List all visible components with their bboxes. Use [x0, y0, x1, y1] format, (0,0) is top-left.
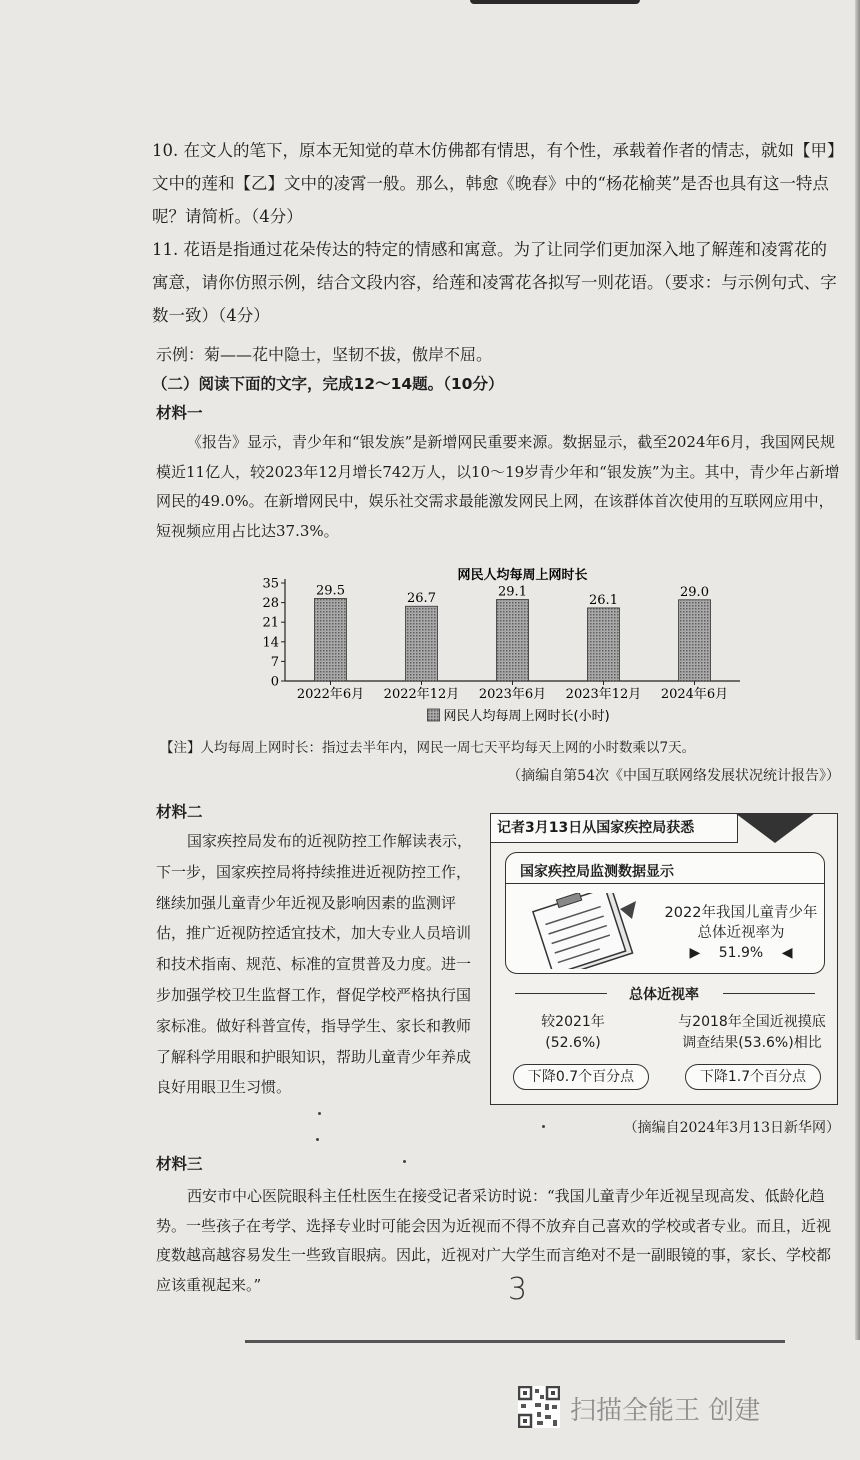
infographic-panel: [505, 852, 825, 974]
myopia-infographic: [490, 813, 838, 1105]
rate-subheading: 总体近视率: [629, 987, 699, 1003]
bar: [406, 606, 438, 681]
panel-divider: [506, 883, 824, 884]
x-tick-label: 2022年6月: [296, 687, 365, 702]
section-2-heading: （二）阅读下面的文字，完成12～14题。（10分）: [152, 375, 504, 393]
scan-speck: [316, 1138, 319, 1141]
material-1-title: 材料一: [156, 404, 203, 422]
y-tick-label: 21: [262, 615, 279, 631]
bar-value-label: 26.7: [407, 591, 436, 607]
compare-2021: 较2021年 (52.6%): [541, 1014, 605, 1051]
bar-value-label: 29.1: [498, 584, 527, 600]
material-1-text: 《报告》显示，青少年和“银发族”是新增网民重要来源。数据显示，截至2024年6月，我国网民规模近11亿人，较2023年12月增长742万人，以10～19岁青少年和“银发族”为主。其中，青少年占新增网民的49.0%。在新增网民中，娱乐社交需求最能激发网民上网，在该群体首次使用的互联网应用中，短视频应用占比达37.3%。: [156, 433, 840, 540]
x-tick-label: 2024年6月: [660, 687, 729, 702]
qr-code-icon: [518, 1386, 560, 1428]
bottom-rule: [245, 1340, 785, 1343]
bar-value-label: 29.5: [316, 583, 345, 599]
scan-speck: [403, 1160, 406, 1163]
decrease-pill-2: 下降1.7个百分点: [685, 1064, 821, 1090]
big-stat-text: 2022年我国儿童青少年 总体近视率为: [664, 905, 818, 941]
arrow-right-icon: ▶: [689, 945, 701, 961]
decrease-pill-1: 下降0.7个百分点: [513, 1064, 649, 1090]
bar: [588, 608, 620, 681]
bar-value-label: 26.1: [589, 592, 618, 608]
y-tick-label: 7: [270, 654, 279, 670]
bar: [497, 600, 529, 681]
y-tick-label: 14: [262, 635, 279, 651]
header-triangle: [735, 813, 815, 843]
x-tick-label: 2023年12月: [565, 687, 642, 702]
y-tick-label: 0: [270, 674, 279, 690]
clipboard-icon: [524, 893, 644, 969]
infographic-header: 记者3月13日从国家疾控局获悉: [491, 814, 738, 843]
question-11: 11. 花语是指通过花朵传达的特定的情感和寓意。为了让同学们更加深入地了解莲和凌霄花的寓意，请你仿照示例，结合文段内容，给莲和凌霄花各拟写一则花语。（要求：与示例句式、字数一致）（4分）: [152, 240, 837, 325]
legend-swatch: [428, 709, 440, 721]
bar: [315, 598, 347, 681]
infographic-subheader: 国家疾控局监测数据显示: [520, 864, 674, 880]
top-shadow: [470, 0, 640, 4]
big-stat-rate: ▶ 51.9% ◀: [689, 945, 793, 961]
arrow-left-icon: ◀: [781, 945, 793, 961]
material-3-text: 西安市中心医院眼科主任杜医生在接受记者采访时说：“我国儿童青少年近视呈现高发、低龄化趋势。一些孩子在考学、选择专业时可能会因为近视而不得不放弃自己喜欢的学校或者专业。而且，近视度数越高越容易发生一些致盲眼病。因此，近视对广大学生而言绝对不是一副眼镜的事，家长、学校都应该重视起来。”: [156, 1187, 832, 1294]
page-number: 3: [508, 1272, 528, 1307]
source-1: （摘编自第54次《中国互联网络发展状况统计报告》）: [507, 768, 840, 784]
legend-label: 网民人均每周上网时长(小时): [443, 709, 610, 724]
source-2: （摘编自2024年3月13日新华网）: [623, 1120, 840, 1136]
page-edge-shadow: [855, 0, 860, 1340]
bar: [679, 600, 711, 681]
scan-speck: [542, 1125, 545, 1128]
y-tick-label: 28: [262, 596, 279, 612]
y-tick-label: 35: [262, 576, 279, 592]
material-2-title: 材料二: [156, 803, 203, 821]
x-tick-label: 2022年12月: [383, 687, 460, 702]
material-2-text: 国家疾控局发布的近视防控工作解读表示，下一步，国家疾控局将持续推进近视防控工作，继续加强儿童青少年近视及影响因素的监测评估，推广近视防控适宜技术，加大专业人员培训和技术指南、规范、标准的宣贯普及力度。进一步加强学校卫生监督工作，督促学校严格执行国家标准。做好科普宣传，指导学生、家长和教师了解科学用眼和护眼知识，帮助儿童青少年养成良好用眼卫生习惯。: [156, 832, 473, 1097]
scan-speck: [318, 1112, 321, 1115]
bar-value-label: 29.0: [680, 584, 709, 600]
chart-note: 【注】人均每周上网时长：指过去半年内，网民一周七天平均每天上网的小时数乘以7天。: [160, 740, 696, 756]
x-tick-label: 2023年6月: [478, 687, 547, 702]
material-3-title: 材料三: [156, 1155, 203, 1173]
watermark-text: 扫描全能王 创建: [570, 1396, 761, 1426]
chart-title: 网民人均每周上网时长: [457, 568, 588, 583]
bar-chart: [230, 563, 750, 728]
example-line: 示例：菊——花中隐士，坚韧不拔，傲岸不屈。: [156, 345, 493, 364]
question-10: 10. 在文人的笔下，原本无知觉的草木仿佛都有情思，有个性，承载着作者的情志，就如【甲】文中的莲和【乙】文中的凌霄一般。那么，韩愈《晚春》中的“杨花榆荚”是否也具有这一特点呢？请简析。（4分）: [152, 141, 836, 226]
compare-2018: 与2018年全国近视摸底 调查结果(53.6%)相比: [678, 1014, 826, 1051]
